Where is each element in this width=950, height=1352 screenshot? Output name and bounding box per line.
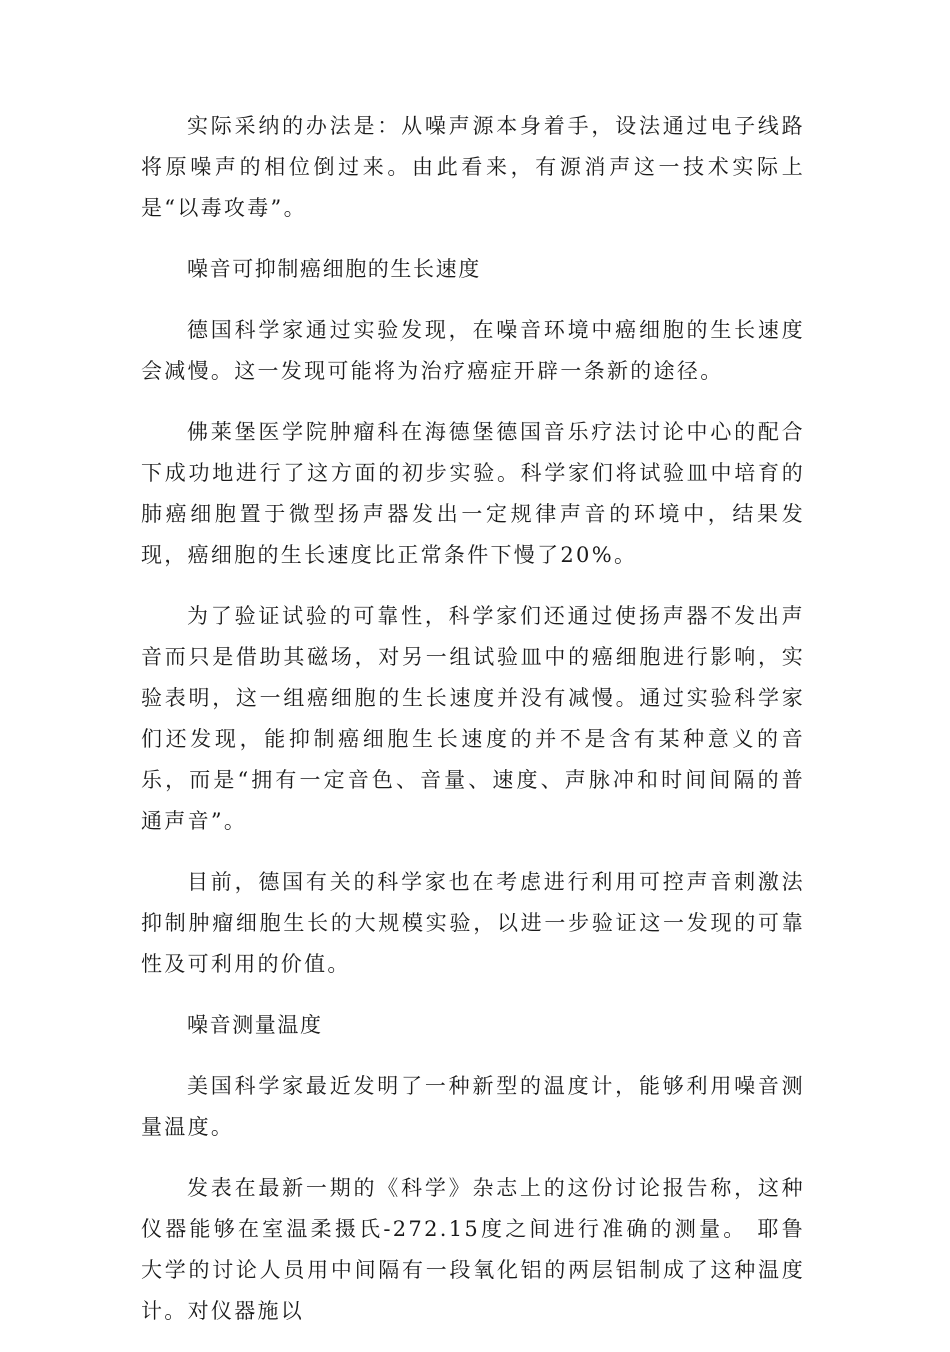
paragraph-active-noise-method: 实际采纳的办法是：从噪声源本身着手，设法通过电子线路将原噪声的相位倒过来。由此看来，有源消声这一技术实际上是“以毒攻毒”。 [141,114,805,220]
section-heading-noise-inhibits-cancer: 噪音可抑制癌细胞的生长速度 [187,257,481,281]
paragraph-large-scale-experiment: 目前，德国有关的科学家也在考虑进行利用可控声音刺激法抑制肿瘤细胞生长的大规模实验，以进一步验证这一发现的可靠性及可利用的价值。 [141,870,805,976]
paragraph-german-discovery: 德国科学家通过实验发现，在噪音环境中癌细胞的生长速度会减慢。这一发现可能将为治疗癌症开辟一条新的途径。 [141,318,805,383]
paragraph-freiburg-experiment: 佛莱堡医学院肿瘤科在海德堡德国音乐疗法讨论中心的配合下成功地进行了这方面的初步实验。科学家们将试验皿中培育的肺癌细胞置于微型扬声器发出一定规律声音的环境中，结果发现，癌细胞的生长速度比正常条件下慢了20%。 [141,420,805,567]
paragraph-science-report: 发表在最新一期的《科学》杂志上的这份讨论报告称，这种仪器能够在室温柔摄氏-272.15度之间进行准确的测量。 耶鲁大学的讨论人员用中间隔有一段氧化铝的两层铝制成了这种温度计。对仪器施以 [141,1176,805,1323]
paragraph-reliability-verification: 为了验证试验的可靠性，科学家们还通过使扬声器不发出声音而只是借助其磁场，对另一组试验皿中的癌细胞进行影响，实验表明，这一组癌细胞的生长速度并没有减慢。通过实验科学家们还发现，能抑制癌细胞生长速度的并不是含有某种意义的音乐，而是“拥有一定音色、音量、速度、声脉冲和时间间隔的普通声音”。 [141,604,805,833]
section-heading-noise-thermometer: 噪音测量温度 [187,1013,323,1037]
document-body [141,106,805,1352]
paragraph-new-thermometer: 美国科学家最近发明了一种新型的温度计，能够利用噪音测量温度。 [141,1074,805,1139]
